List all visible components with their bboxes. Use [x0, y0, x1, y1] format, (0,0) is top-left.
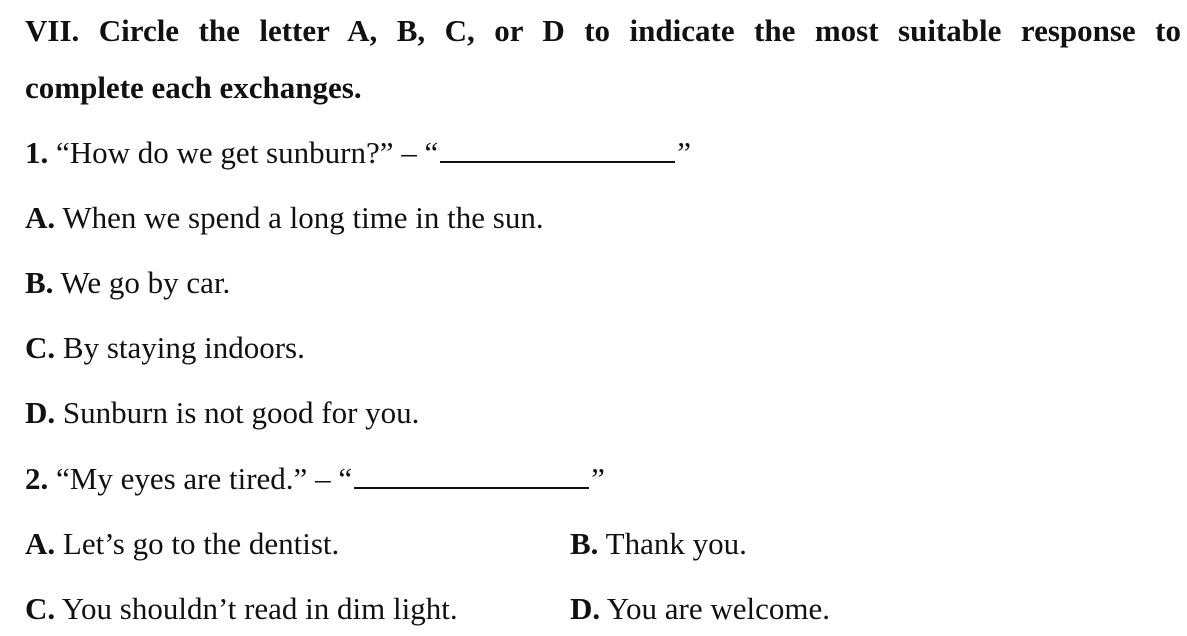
option-text: Sunburn is not good for you.	[62, 395, 420, 430]
option-letter: B.	[25, 265, 54, 300]
option-text: We go by car.	[60, 265, 231, 300]
section-heading-line-1: VII. Circle the letter A, B, C, or D to indicate the most suitable response to	[25, 13, 1181, 48]
closing-quote: ”	[677, 135, 691, 170]
question-1-prompt	[25, 133, 691, 173]
question-1-option-c[interactable]	[25, 328, 305, 368]
answer-blank	[354, 461, 589, 489]
option-text: You shouldn’t read in dim light.	[61, 591, 458, 626]
question-number: 2.	[25, 461, 49, 496]
question-2-option-c[interactable]	[25, 589, 458, 629]
option-text: You are welcome.	[606, 591, 831, 626]
question-1-option-d[interactable]	[25, 393, 419, 433]
option-text: When we spend a long time in the sun.	[62, 200, 544, 235]
closing-quote: ”	[591, 461, 605, 496]
option-text: Let’s go to the dentist.	[62, 526, 340, 561]
question-1-option-a[interactable]	[25, 198, 544, 238]
option-letter: C.	[25, 591, 56, 626]
question-2-option-a[interactable]	[25, 524, 339, 564]
question-2-option-d[interactable]	[570, 589, 830, 629]
option-letter: C.	[25, 330, 56, 365]
answer-blank	[440, 135, 675, 163]
question-text: “My eyes are tired.” – “	[56, 461, 353, 496]
section-heading-line-2: complete each exchanges.	[25, 70, 362, 105]
option-letter: A.	[25, 200, 56, 235]
question-2-option-b[interactable]	[570, 524, 747, 564]
option-letter: D.	[570, 591, 601, 626]
question-number: 1.	[25, 135, 49, 170]
option-letter: B.	[570, 526, 599, 561]
option-text: By staying indoors.	[62, 330, 305, 365]
option-letter: D.	[25, 395, 56, 430]
question-2-prompt	[25, 459, 605, 499]
option-letter: A.	[25, 526, 56, 561]
option-text: Thank you.	[605, 526, 747, 561]
question-text: “How do we get sunburn?” – “	[56, 135, 439, 170]
question-1-option-b[interactable]	[25, 263, 230, 303]
